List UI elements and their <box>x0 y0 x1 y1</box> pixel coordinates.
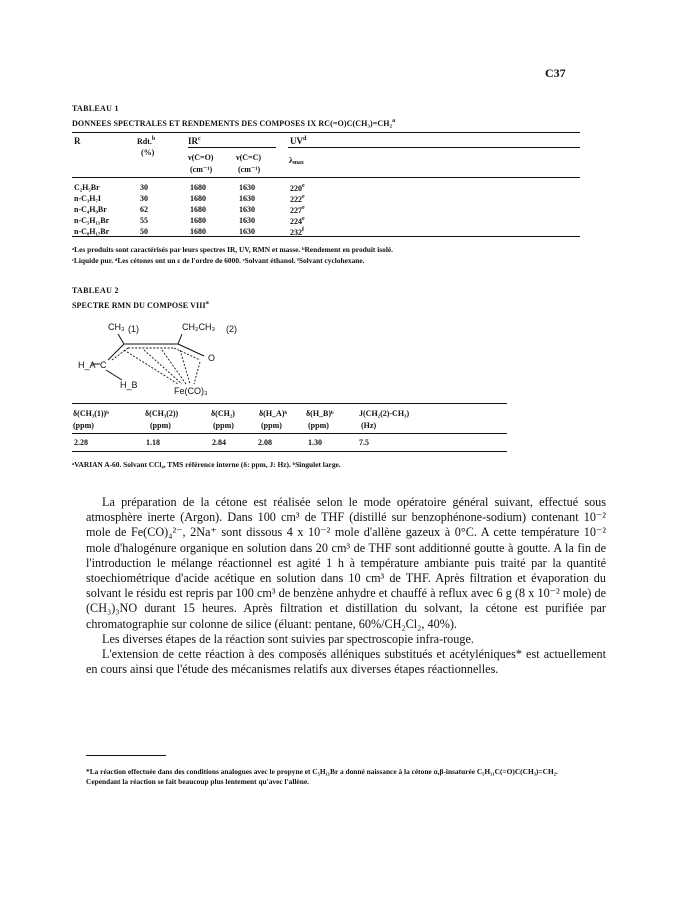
fe-co3-label: Fe(CO)₃ <box>174 386 208 396</box>
table2-label: TABLEAU 2 <box>72 286 119 295</box>
ch3-label: CH₃ <box>108 322 125 332</box>
cell-r: n-C₄H₉Br <box>74 205 107 214</box>
uv-sup: d <box>303 136 307 142</box>
cell-rdt: 30 <box>140 183 148 192</box>
table1-header-uv-lambda <box>289 156 304 166</box>
cell-cc: 1630 <box>239 194 255 203</box>
table1-header-rdt-unit: (%) <box>141 148 155 157</box>
cell-cc: 1630 <box>239 205 255 214</box>
hb-label: H_B <box>120 380 138 390</box>
unit-hb: (ppm) <box>308 421 329 430</box>
table1-header-ir-cc-unit: (cm⁻¹) <box>238 165 261 174</box>
cell-cc: 1630 <box>239 216 255 225</box>
table1-header-rdt <box>137 136 155 146</box>
cell-co: 1680 <box>190 216 206 225</box>
cell-r: n-C₃H₇I <box>74 194 102 203</box>
unit-ch3-1: (ppm) <box>73 421 94 430</box>
uv-sup: e <box>302 194 305 200</box>
table2-title-text: SPECTRE RMN DU COMPOSE VIII <box>72 301 206 310</box>
compound-viii-structure <box>78 310 278 402</box>
value-ch3-2: 1.18 <box>146 438 160 447</box>
cell-cc: 1630 <box>239 227 255 236</box>
cell-co: 1680 <box>190 194 206 203</box>
uv-label: UV <box>290 136 303 146</box>
table1-ir-rule <box>188 147 276 148</box>
bond-ch3 <box>118 334 124 344</box>
bond-c1-c2 <box>108 344 124 360</box>
cell-uv <box>290 183 305 193</box>
cell-uv <box>290 205 305 215</box>
rdt-sup: b <box>151 136 156 142</box>
value-ch3-1: 2.28 <box>74 438 88 447</box>
table1-header-ir <box>188 136 201 146</box>
table1-footnote-line2: ᶜLiquide pur. ᵈLes cétones ont un ε de l'ordre de 6000. ᵉSolvant éthanol. ᶠSolvant cyclohexane. <box>72 256 365 265</box>
table1-header-ir-cc: ν(C=C) <box>236 153 262 162</box>
cell-co: 1680 <box>190 205 206 214</box>
table2-footnote: ᵃVARIAN A-60. Solvant CCl₄, TMS référence interne (δ: ppm, J: Hz). ᵇSingulet large. <box>72 460 341 469</box>
uv-sup: e <box>302 216 305 222</box>
header-ha: δ(H_A)ᵇ <box>259 409 288 418</box>
body-text <box>86 495 606 677</box>
cell-r: n-C₈H₁₇Br <box>74 227 110 236</box>
table1-uv-rule <box>288 147 580 148</box>
table1-title-sup: a <box>392 118 396 124</box>
table1-bottom-rule <box>72 236 580 237</box>
table1-footnote-line1: ᵃLes produits sont caractérisés par leurs spectres IR, UV, RMN et masse. ᵇRendement en produit isolé. <box>72 245 394 254</box>
cell-rdt: 50 <box>140 227 148 236</box>
cell-rdt: 62 <box>140 205 148 214</box>
paragraph: La préparation de la cétone est réalisée selon le mode opératoire général suivant, effectué sous atmosphère inerte (Argon). Dans 100 cm³ de THF (distillé sur benzophénone-sodium) contenant 10⁻² mole de Fe(CO)₄²⁻, 2Na⁺ sont dissous 4 x 10⁻² mole d'allène gazeux à 0°C. A cette température 10⁻² mole d'halogénure organique en solution dans 20 cm³ de THF sont additionné goutte à goutte. A la fin de l'introduction le mélange réactionnel est agité 1 h à température ambiante puis traité par la quantité stoechiométrique d'acide acétique en solution dans 10 cm³ de THF. Après filtration et évaporation du solvant le résidu est repris par 100 cm³ de benzène anhydre et chauffé à reflux avec 6 g (8 x 10⁻² mole) de (CH₃)₃NO durant 15 heures. Après filtration et distillation du solvant, la cétone est purifiée par chromatographie sur colonne de silice (éluant: pentane, 60%/CH₂Cl₂, 40%). <box>86 495 606 631</box>
value-hb: 1.30 <box>308 438 322 447</box>
table1-title <box>72 118 395 128</box>
ch3-number: (1) <box>128 324 139 334</box>
footnote-text: *La réaction effectuée dans des conditions analogues avec le propyne et C₅H₁₁Br a donné naissance à la cétone α,β-insaturée C₅H₁₁C(=O)C(CH₃)=CH₂. Cependant la réaction se fait beaucoup plus lentement qu'avec l'allène. <box>86 767 558 786</box>
uv-value: 222 <box>290 195 302 204</box>
carbon-label: C <box>100 360 107 370</box>
ir-sup: c <box>198 136 201 142</box>
lambda-sub: max <box>292 160 304 166</box>
table1-label: TABLEAU 1 <box>72 104 119 113</box>
oxygen-label: O <box>208 353 216 363</box>
allyl-coordination-bonds <box>112 348 200 384</box>
table1-header-ir-co: ν(C=O) <box>188 153 214 162</box>
bond-c3-o <box>178 344 204 356</box>
paragraph: Les diverses étapes de la réaction sont suivies par spectroscopie infra-rouge. <box>102 631 474 646</box>
unit-j: (Hz) <box>361 421 377 430</box>
bond-ch2ch3 <box>178 334 182 344</box>
paragraph: L'extension de cette réaction à des composés alléniques substitués et acétyléniques* est actuellement en cours ainsi que l'étude des mécanismes relatifs aux diverses étapes réactionnelles. <box>86 647 606 677</box>
cell-co: 1680 <box>190 227 206 236</box>
table1-header-ir-co-unit: (cm⁻¹) <box>190 165 213 174</box>
table2-header-rule <box>72 433 507 434</box>
bond-hb <box>106 370 122 380</box>
header-ch3-2: δ(CH₃(2)) <box>145 409 179 418</box>
rdt-label: Rdt. <box>137 137 152 146</box>
uv-sup: e <box>302 183 305 189</box>
value-ha: 2.08 <box>258 438 272 447</box>
value-ch2: 2.84 <box>212 438 226 447</box>
header-ch2: δ(CH₂) <box>211 409 235 418</box>
unit-ch3-2: (ppm) <box>150 421 171 430</box>
table1-header-rule <box>72 177 580 178</box>
table1-header-uv <box>290 136 306 146</box>
cell-rdt: 55 <box>140 216 148 225</box>
table1-header-r: R <box>74 136 81 146</box>
lambda: λ <box>289 156 293 165</box>
uv-sup: f <box>302 227 304 233</box>
uv-value: 232 <box>290 228 302 237</box>
table2-bottom-rule <box>72 451 507 452</box>
cell-uv <box>290 194 305 204</box>
table2-title-sup: a <box>205 300 209 306</box>
cell-co: 1680 <box>190 183 206 192</box>
ch2ch3-label: CH₂CH₃ <box>182 322 216 332</box>
uv-value: 227 <box>290 206 302 215</box>
ch2ch3-number: (2) <box>226 324 237 334</box>
uv-value: 220 <box>290 184 302 193</box>
header-j: J(CH₂(2)-CH₃) <box>359 409 410 418</box>
page-number: C37 <box>545 66 566 80</box>
header-ch3-1: δ(CH₃(1))ᵇ <box>73 409 109 418</box>
table2-top-rule <box>72 403 507 404</box>
table2-title <box>72 300 209 310</box>
cell-cc: 1630 <box>239 183 255 192</box>
ha-label: H_A <box>78 360 96 370</box>
footnote-rule <box>86 755 166 756</box>
uv-sup: e <box>302 205 305 211</box>
table1-top-rule <box>72 132 580 133</box>
uv-value: 224 <box>290 217 302 226</box>
value-j: 7.5 <box>359 438 369 447</box>
cell-rdt: 30 <box>140 194 148 203</box>
ir-label: IR <box>188 136 199 146</box>
cell-r: C₂H₅Br <box>74 183 100 192</box>
header-hb: δ(H_B)ᵇ <box>306 409 334 418</box>
cell-uv <box>290 216 305 226</box>
bonds <box>92 334 204 380</box>
table1-title-text: DONNEES SPECTRALES ET RENDEMENTS DES COMPOSES IX RC(=O)C(CH₃)=CH₂ <box>72 119 393 128</box>
unit-ha: (ppm) <box>261 421 282 430</box>
cell-r: n-C₅H₁₁Br <box>74 216 110 225</box>
unit-ch2: (ppm) <box>213 421 234 430</box>
